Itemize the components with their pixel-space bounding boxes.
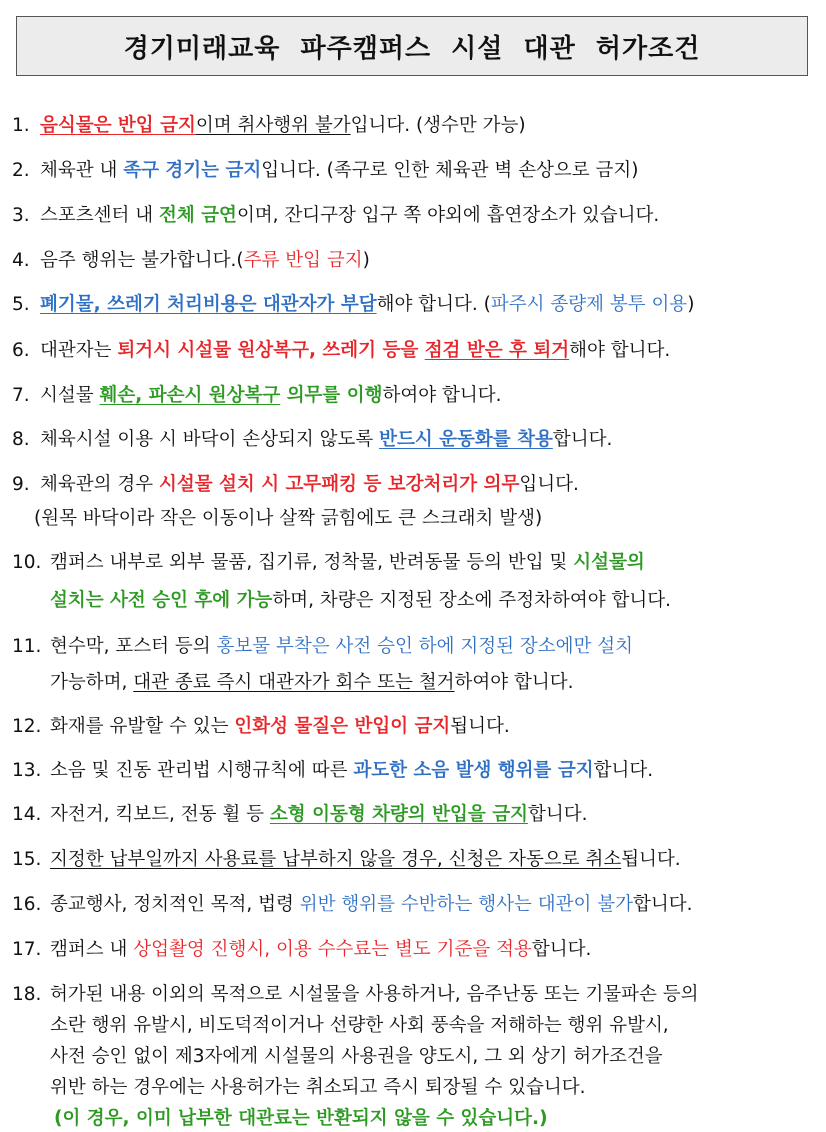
rule-text: 소음 및 진동 관리법 시행규칙에 따른 [50, 760, 354, 781]
rule-item-continuation [50, 670, 573, 696]
rule-item-continuation [50, 1075, 585, 1101]
rule-number: 15. [12, 849, 42, 870]
rule-number: 9. [12, 474, 30, 495]
rule-text: 시설물 [40, 385, 100, 406]
rule-text: 됩니다. [621, 849, 681, 870]
rule-item-continuation [54, 1106, 548, 1132]
rule-text: 하여야 합니다. [454, 672, 574, 693]
rule-text: 체육관 내 [40, 160, 124, 181]
rule-item [12, 472, 579, 498]
rule-text: 입니다. (족구로 인한 체육관 벽 손상으로 금지) [261, 160, 639, 181]
rule-item [12, 338, 670, 364]
rule-highlight-text: 반드시 운동화를 착용 [379, 429, 553, 450]
rule-highlight-text: 음식물은 반입 금지 [40, 115, 196, 136]
rule-item-continuation [50, 1044, 663, 1070]
rule-number: 16. [12, 894, 42, 915]
rule-text: 음주 행위는 불가합니다.( [40, 250, 244, 271]
rule-highlight-text: 훼손, 파손시 원상복구 [99, 385, 281, 406]
rule-text: 위반 하는 경우에는 사용허가는 취소되고 즉시 퇴장될 수 있습니다. [50, 1077, 586, 1098]
rule-highlight-text: 주류 반입 금지 [243, 250, 363, 271]
rule-item [12, 714, 510, 740]
rule-text: 종교행사, 정치적인 목적, 법령 [50, 894, 300, 915]
rule-number: 13. [12, 760, 42, 781]
rule-item [12, 758, 653, 784]
rule-text: 이며, 잔디구장 입구 쪽 야외에 흡연장소가 있습니다. [236, 205, 660, 226]
rule-number: 11. [12, 636, 42, 657]
rule-item [12, 113, 526, 139]
rule-item [12, 292, 694, 318]
rule-number: 18. [12, 984, 42, 1005]
rule-highlight-text: 점검 받은 후 퇴거 [424, 340, 570, 361]
rule-number: 3. [12, 205, 30, 226]
rule-text: 허가된 내용 이외의 목적으로 시설물을 사용하거나, 음주난동 또는 기물파손 등의 [50, 984, 699, 1005]
rule-highlight-text: 족구 경기는 금지 [123, 160, 262, 181]
rule-text: 합니다. [552, 429, 613, 450]
rule-text: 대관 종료 즉시 대관자가 회수 또는 철거 [133, 672, 455, 693]
rule-text: 해야 합니다. [569, 340, 671, 361]
rule-number: 14. [12, 804, 42, 825]
rule-text: 캠퍼스 내 [50, 939, 134, 960]
rule-highlight-text: 인화성 물질은 반입이 금지 [234, 716, 451, 737]
rule-text: 대관자는 [40, 340, 118, 361]
rule-highlight-text: 시설물의 [573, 552, 645, 573]
rule-text: 합니다. [531, 939, 592, 960]
rule-highlight-text: 전체 금연 [159, 205, 237, 226]
rule-number: 17. [12, 939, 42, 960]
rule-text: 체육시설 이용 시 바닥이 손상되지 않도록 [40, 429, 380, 450]
rule-text: 해야 합니다. ( [376, 294, 491, 315]
rule-item [12, 427, 612, 453]
rule-item-continuation [50, 1013, 669, 1039]
rule-number: 7. [12, 385, 30, 406]
rule-text: 입니다. (생수만 가능) [350, 115, 526, 136]
rule-number: 8. [12, 429, 30, 450]
rule-text: 현수막, 포스터 등의 [50, 636, 217, 657]
rule-item [12, 383, 502, 409]
rule-highlight-text: (이 경우, 이미 납부한 대관료는 반환되지 않을 수 있습니다.) [54, 1108, 548, 1129]
rule-text: 체육관의 경우 [40, 474, 159, 495]
rule-text: 캠퍼스 내부로 외부 물품, 집기류, 정착물, 반려동물 등의 반입 및 [50, 552, 574, 573]
rule-item [12, 203, 659, 229]
rule-text: 하며, 차량은 지정된 장소에 주정차하여야 합니다. [272, 590, 671, 611]
rule-highlight-text: 과도한 소음 발생 행위를 금지 [353, 760, 594, 781]
rule-highlight-text: 폐기물, 쓰레기 처리비용은 대관자가 부담 [40, 294, 377, 315]
rule-text: 가능하며, [50, 672, 134, 693]
rule-highlight-text: 홍보물 부착은 사전 승인 하에 지정된 장소에만 설치 [216, 636, 633, 657]
rule-item-continuation [34, 506, 542, 532]
rule-text: 입니다. [519, 474, 579, 495]
rule-highlight-text: 시설물 설치 시 고무패킹 등 보강처리가 의무 [159, 474, 520, 495]
rule-highlight-text: 소형 이동형 차량의 반입을 금지 [269, 804, 528, 825]
rule-number: 2. [12, 160, 30, 181]
rule-text: 자전거, 킥보드, 전동 휠 등 [50, 804, 270, 825]
rule-text: 합니다. [632, 894, 693, 915]
rule-text: 사전 승인 없이 제3자에게 시설물의 사용권을 양도시, 그 외 상기 허가조건을 [50, 1046, 663, 1067]
rule-text: 지정한 납부일까지 사용료를 납부하지 않을 경우, 신청은 자동으로 취소 [50, 849, 622, 870]
rule-highlight-text: 설치는 사전 승인 후에 가능 [50, 590, 273, 611]
rule-highlight-text: 상업촬영 진행시, 이용 수수료는 별도 기준을 적용 [133, 939, 532, 960]
rule-number: 6. [12, 340, 30, 361]
rule-number: 5. [12, 294, 30, 315]
rule-item [12, 892, 692, 918]
page-title: 경기미래교육 파주캠퍼스 시설 대관 허가조건 [123, 33, 701, 64]
rule-highlight-text: 위반 행위를 수반하는 행사는 대관이 불가 [299, 894, 633, 915]
rule-highlight-text: 파주시 종량제 봉투 이용 [490, 294, 688, 315]
rule-item [12, 550, 645, 576]
rule-highlight-text: 퇴거시 시설물 원상복구, 쓰레기 등을 [117, 340, 425, 361]
rule-number: 4. [12, 250, 30, 271]
rule-text: 화재를 유발할 수 있는 [50, 716, 235, 737]
rule-text: ) [362, 250, 370, 271]
rule-item [12, 248, 370, 274]
rule-text: 하여야 합니다. [382, 385, 502, 406]
rule-text: 됩니다. [450, 716, 510, 737]
rule-item [12, 982, 699, 1008]
rule-text: 합니다. [593, 760, 654, 781]
rule-text: 합니다. [527, 804, 588, 825]
rule-highlight-text: 의무를 이행 [280, 385, 383, 406]
rule-item [12, 802, 587, 828]
rule-item [12, 158, 639, 184]
rule-item [12, 634, 633, 660]
rule-text: 소란 행위 유발시, 비도덕적이거나 선량한 사회 풍속을 저해하는 행위 유발시, [50, 1015, 669, 1036]
rule-text: 스포츠센터 내 [40, 205, 159, 226]
rule-number: 12. [12, 716, 42, 737]
rule-text: ) [687, 294, 695, 315]
rule-item [12, 937, 591, 963]
rule-item [12, 847, 681, 873]
rule-text: 이며 취사행위 불가 [195, 115, 351, 136]
rule-number: 10. [12, 552, 42, 573]
rule-text: (원목 바닥이라 작은 이동이나 살짝 긁힘에도 큰 스크래치 발생) [34, 508, 543, 529]
rule-item-continuation [50, 588, 671, 614]
rule-number: 1. [12, 115, 30, 136]
